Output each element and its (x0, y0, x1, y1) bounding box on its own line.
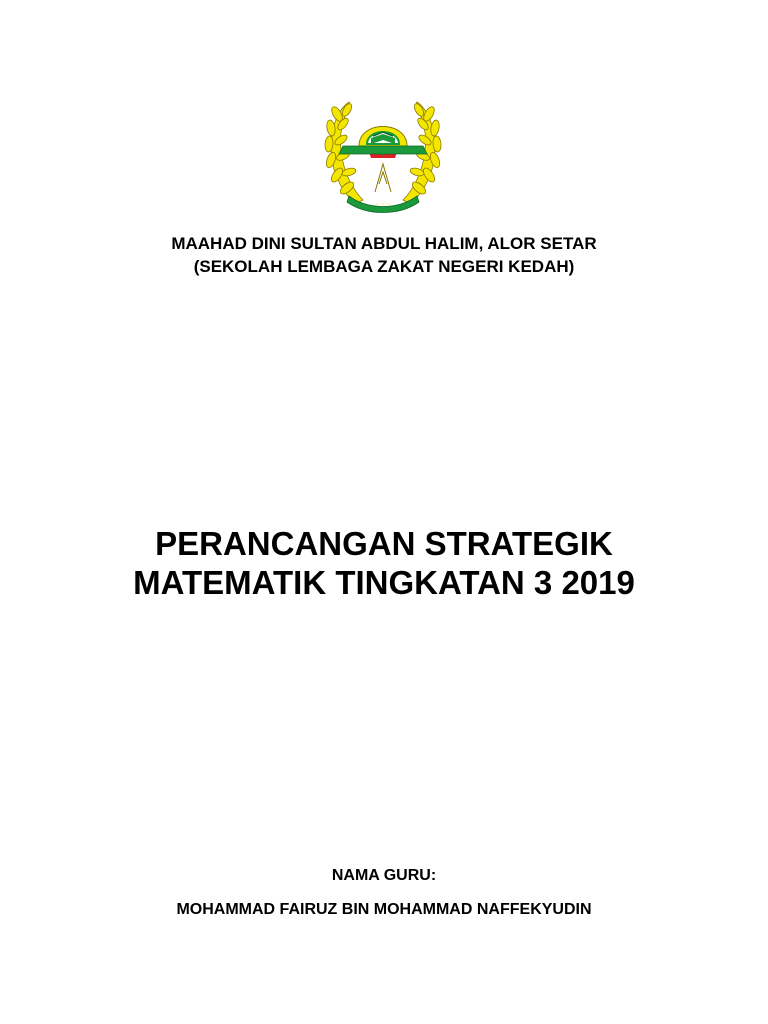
document-title-line1: PERANCANGAN STRATEGIK (155, 525, 613, 562)
school-name: MAAHAD DINI SULTAN ABDUL HALIM, ALOR SETAR (171, 234, 597, 253)
svg-text:~ ~ ~: ~ ~ ~ (375, 202, 391, 208)
school-crest-icon (315, 84, 451, 220)
school-subtitle: (SEKOLAH LEMBAGA ZAKAT NEGERI KEDAH) (193, 257, 575, 276)
wheat-stalks-icon (375, 164, 391, 192)
document-title-line2: MATEMATIK TINGKATAN 3 2019 (133, 564, 635, 601)
teacher-label: NAMA GURU: (331, 867, 437, 884)
teacher-name: MOHAMMAD FAIRUZ BIN MOHAMMAD NAFFEKYUDIN (176, 901, 592, 918)
